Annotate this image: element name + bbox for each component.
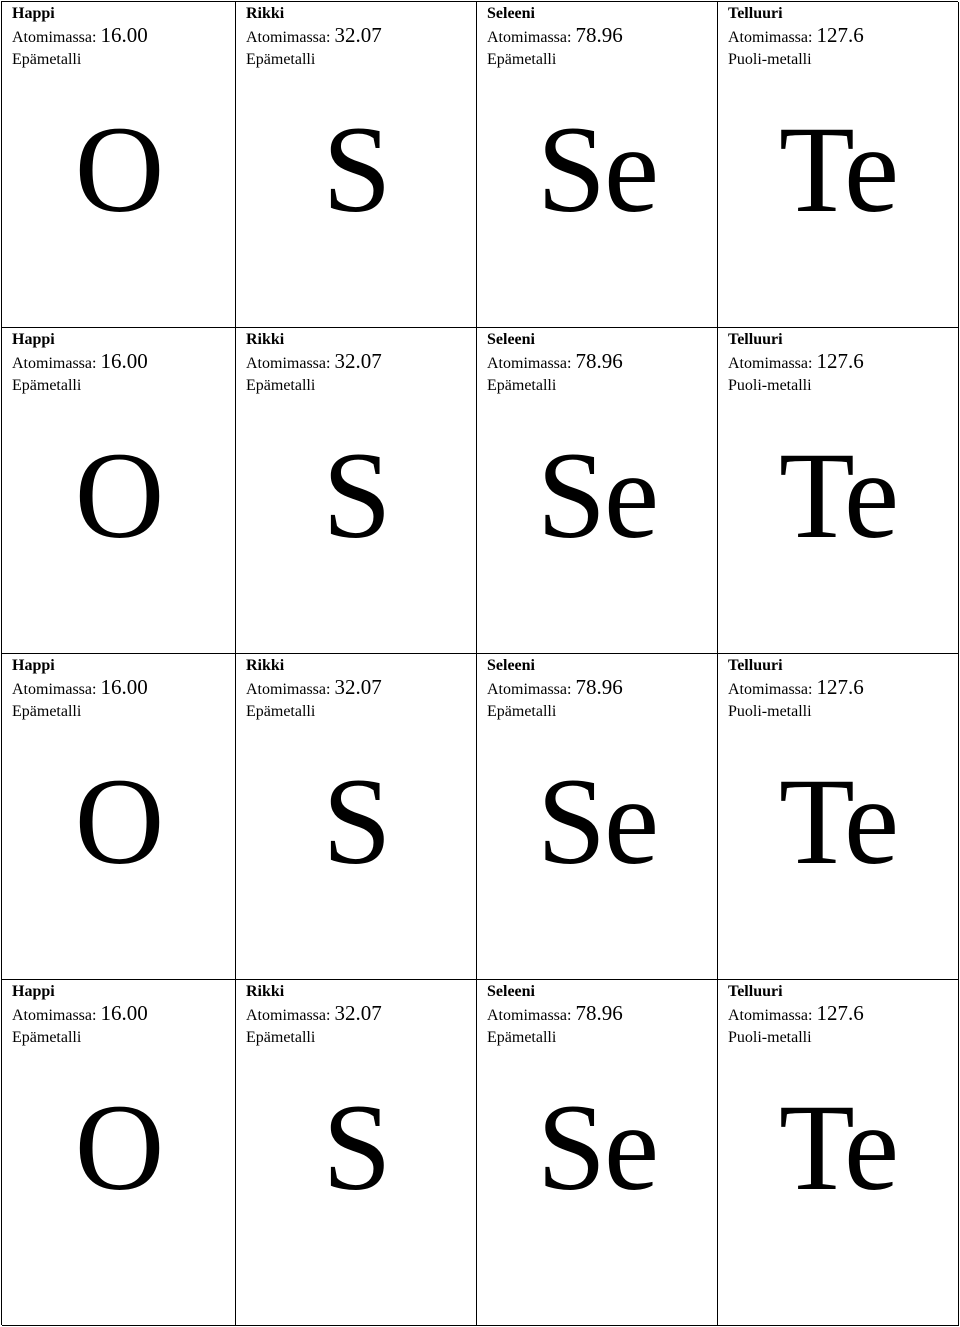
atomic-mass-line bbox=[246, 676, 382, 701]
atomic-mass-line bbox=[12, 350, 148, 375]
atomic-mass-value: 78.96 bbox=[575, 349, 623, 373]
atomic-mass-value: 78.96 bbox=[575, 675, 623, 699]
element-card-oxygen bbox=[2, 2, 236, 328]
element-name: Telluuri bbox=[728, 5, 783, 22]
atomic-mass-line bbox=[487, 676, 623, 701]
atomic-mass-value: 16.00 bbox=[100, 23, 148, 47]
element-name: Happi bbox=[12, 331, 55, 348]
element-symbol: O bbox=[74, 101, 163, 238]
element-card-selenium bbox=[477, 328, 718, 654]
atomic-mass-line bbox=[728, 350, 864, 375]
element-name: Rikki bbox=[246, 331, 285, 348]
atomic-mass-value: 16.00 bbox=[100, 349, 148, 373]
element-symbol: Se bbox=[537, 101, 657, 238]
atomic-mass-value: 127.6 bbox=[816, 675, 864, 699]
element-symbol: Se bbox=[537, 1079, 657, 1216]
element-card-oxygen bbox=[2, 328, 236, 654]
element-card-selenium bbox=[477, 980, 718, 1326]
atomic-mass-label: Atomimassa: bbox=[246, 355, 331, 372]
card-info bbox=[12, 329, 148, 396]
element-card-sulfur bbox=[236, 654, 477, 980]
atomic-mass-label: Atomimassa: bbox=[12, 29, 97, 46]
element-card-sulfur bbox=[236, 980, 477, 1326]
element-card-selenium bbox=[477, 2, 718, 328]
atomic-mass-value: 32.07 bbox=[334, 23, 382, 47]
card-info bbox=[728, 655, 864, 722]
element-category: Puoli-metalli bbox=[728, 703, 812, 720]
atomic-mass-label: Atomimassa: bbox=[246, 1007, 331, 1024]
card-info bbox=[246, 329, 382, 396]
atomic-mass-line bbox=[12, 676, 148, 701]
card-info bbox=[487, 3, 623, 70]
atomic-mass-line bbox=[728, 1002, 864, 1027]
element-category: Epämetalli bbox=[246, 1029, 316, 1046]
atomic-mass-label: Atomimassa: bbox=[728, 29, 813, 46]
atomic-mass-label: Atomimassa: bbox=[487, 355, 572, 372]
element-name: Happi bbox=[12, 5, 55, 22]
element-card-sulfur bbox=[236, 328, 477, 654]
card-info bbox=[12, 981, 148, 1048]
element-symbol: Te bbox=[778, 427, 898, 564]
element-name: Happi bbox=[12, 983, 55, 1000]
card-info bbox=[728, 3, 864, 70]
card-info bbox=[487, 329, 623, 396]
element-category: Epämetalli bbox=[246, 51, 316, 68]
atomic-mass-value: 32.07 bbox=[334, 349, 382, 373]
element-symbol: Te bbox=[778, 101, 898, 238]
element-name: Rikki bbox=[246, 5, 285, 22]
atomic-mass-label: Atomimassa: bbox=[487, 1007, 572, 1024]
element-card-oxygen bbox=[2, 654, 236, 980]
card-info bbox=[487, 655, 623, 722]
element-symbol: Te bbox=[778, 753, 898, 890]
element-category: Epämetalli bbox=[487, 703, 557, 720]
card-info bbox=[487, 981, 623, 1048]
atomic-mass-label: Atomimassa: bbox=[12, 1007, 97, 1024]
atomic-mass-value: 32.07 bbox=[334, 675, 382, 699]
atomic-mass-label: Atomimassa: bbox=[246, 681, 331, 698]
element-category: Puoli-metalli bbox=[728, 51, 812, 68]
element-card-tellurium bbox=[718, 654, 959, 980]
element-card-oxygen bbox=[2, 980, 236, 1326]
element-symbol: O bbox=[74, 753, 163, 890]
atomic-mass-label: Atomimassa: bbox=[12, 681, 97, 698]
card-info bbox=[728, 329, 864, 396]
atomic-mass-label: Atomimassa: bbox=[728, 355, 813, 372]
atomic-mass-label: Atomimassa: bbox=[487, 681, 572, 698]
element-category: Epämetalli bbox=[12, 1029, 82, 1046]
element-card-tellurium bbox=[718, 328, 959, 654]
atomic-mass-value: 78.96 bbox=[575, 23, 623, 47]
atomic-mass-line bbox=[246, 350, 382, 375]
atomic-mass-value: 16.00 bbox=[100, 675, 148, 699]
element-symbol: S bbox=[322, 101, 390, 238]
element-category: Epämetalli bbox=[487, 377, 557, 394]
card-info bbox=[246, 981, 382, 1048]
element-card-sulfur bbox=[236, 2, 477, 328]
element-category: Epämetalli bbox=[487, 51, 557, 68]
card-info bbox=[12, 3, 148, 70]
atomic-mass-line bbox=[728, 24, 864, 49]
element-category: Epämetalli bbox=[487, 1029, 557, 1046]
element-symbol: O bbox=[74, 427, 163, 564]
atomic-mass-line bbox=[246, 24, 382, 49]
element-name: Telluuri bbox=[728, 331, 783, 348]
element-symbol: Se bbox=[537, 427, 657, 564]
atomic-mass-line bbox=[487, 350, 623, 375]
element-symbol: S bbox=[322, 753, 390, 890]
element-name: Rikki bbox=[246, 657, 285, 674]
atomic-mass-line bbox=[728, 676, 864, 701]
atomic-mass-line bbox=[12, 1002, 148, 1027]
element-name: Seleeni bbox=[487, 657, 535, 674]
card-info bbox=[246, 3, 382, 70]
element-category: Epämetalli bbox=[246, 703, 316, 720]
element-symbol: Se bbox=[537, 753, 657, 890]
atomic-mass-label: Atomimassa: bbox=[487, 29, 572, 46]
element-name: Seleeni bbox=[487, 5, 535, 22]
element-category: Epämetalli bbox=[12, 703, 82, 720]
element-card-selenium bbox=[477, 654, 718, 980]
element-card-sheet bbox=[1, 1, 958, 1325]
atomic-mass-label: Atomimassa: bbox=[728, 1007, 813, 1024]
element-name: Seleeni bbox=[487, 983, 535, 1000]
element-symbol: S bbox=[322, 427, 390, 564]
element-category: Puoli-metalli bbox=[728, 1029, 812, 1046]
element-card-tellurium bbox=[718, 980, 959, 1326]
card-info bbox=[728, 981, 864, 1048]
element-name: Rikki bbox=[246, 983, 285, 1000]
atomic-mass-value: 127.6 bbox=[816, 349, 864, 373]
atomic-mass-line bbox=[246, 1002, 382, 1027]
atomic-mass-label: Atomimassa: bbox=[12, 355, 97, 372]
atomic-mass-value: 78.96 bbox=[575, 1001, 623, 1025]
element-symbol: O bbox=[74, 1079, 163, 1216]
atomic-mass-label: Atomimassa: bbox=[246, 29, 331, 46]
atomic-mass-line bbox=[12, 24, 148, 49]
element-name: Happi bbox=[12, 657, 55, 674]
atomic-mass-value: 32.07 bbox=[334, 1001, 382, 1025]
element-category: Epämetalli bbox=[12, 51, 82, 68]
atomic-mass-value: 127.6 bbox=[816, 23, 864, 47]
atomic-mass-line bbox=[487, 24, 623, 49]
element-name: Telluuri bbox=[728, 983, 783, 1000]
card-info bbox=[12, 655, 148, 722]
atomic-mass-line bbox=[487, 1002, 623, 1027]
element-category: Puoli-metalli bbox=[728, 377, 812, 394]
element-category: Epämetalli bbox=[12, 377, 82, 394]
element-name: Telluuri bbox=[728, 657, 783, 674]
atomic-mass-value: 127.6 bbox=[816, 1001, 864, 1025]
atomic-mass-value: 16.00 bbox=[100, 1001, 148, 1025]
atomic-mass-label: Atomimassa: bbox=[728, 681, 813, 698]
element-category: Epämetalli bbox=[246, 377, 316, 394]
element-card-tellurium bbox=[718, 2, 959, 328]
element-symbol: Te bbox=[778, 1079, 898, 1216]
element-name: Seleeni bbox=[487, 331, 535, 348]
element-symbol: S bbox=[322, 1079, 390, 1216]
card-info bbox=[246, 655, 382, 722]
